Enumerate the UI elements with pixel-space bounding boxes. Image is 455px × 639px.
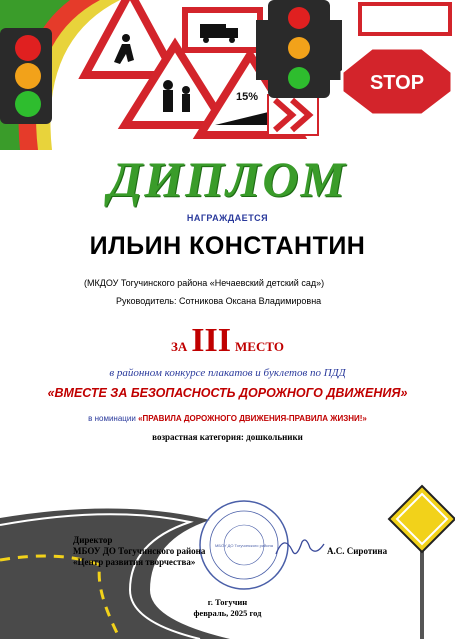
place-number: III bbox=[191, 322, 231, 359]
place-prefix: ЗА bbox=[171, 339, 188, 354]
place-line bbox=[0, 322, 455, 360]
leader-text: Руководитель: Сотникова Оксана Владимировна bbox=[116, 296, 322, 306]
signer-name: А.С. Сиротина bbox=[327, 546, 388, 556]
footer-city: г. Тогучин bbox=[207, 597, 248, 607]
signature-role: Директор bbox=[73, 535, 113, 545]
age-category: возрастная категория: дошкольники bbox=[152, 432, 303, 442]
signature-org-line2: «Центр развития творчества» bbox=[73, 557, 196, 567]
organization-text: (МКДОУ Тогучинского района «Нечаевский детский сад») bbox=[84, 278, 325, 288]
red-rectangle-sign-icon bbox=[350, 0, 455, 40]
arrow-sign-icon bbox=[268, 95, 318, 135]
awarded-label: НАГРАЖДАЕТСЯ bbox=[186, 213, 269, 223]
traffic-light-right-icon bbox=[256, 0, 342, 98]
footer-date: февраль, 2025 год bbox=[193, 608, 262, 618]
header-decoration bbox=[0, 0, 455, 150]
traffic-light-left-icon bbox=[0, 28, 52, 124]
stop-sign-text: STOP bbox=[369, 72, 425, 94]
speed-sign-text: 15% bbox=[236, 91, 259, 103]
signature-block bbox=[73, 535, 205, 568]
stamp-center-text: МБОУ ДО Тогучинского района bbox=[215, 543, 273, 548]
place-suffix: МЕСТО bbox=[235, 339, 284, 354]
recipient-name: ИЛЬИН КОНСТАНТИН bbox=[89, 232, 366, 260]
contest-motto: «ВМЕСТЕ ЗА БЕЗОПАСНОСТЬ ДОРОЖНОГО ДВИЖЕНИЯ» bbox=[47, 386, 408, 400]
contest-text: в районном конкурсе плакатов и буклетов по ПДД bbox=[109, 367, 346, 379]
nomination-line bbox=[0, 414, 455, 423]
diploma-title: ДИПЛОМ bbox=[108, 151, 347, 207]
nomination-title: «ПРАВИЛА ДОРОЖНОГО ДВИЖЕНИЯ-ПРАВИЛА ЖИЗНИ!» bbox=[138, 414, 367, 423]
signature-org-line1: МБОУ ДО Тогучинского района bbox=[73, 546, 206, 556]
footer bbox=[0, 597, 455, 619]
nomination-prefix: в номинации bbox=[88, 414, 136, 423]
handwritten-signature bbox=[272, 532, 327, 562]
stop-sign-icon bbox=[342, 48, 452, 115]
truck-sign-icon bbox=[185, 10, 260, 50]
